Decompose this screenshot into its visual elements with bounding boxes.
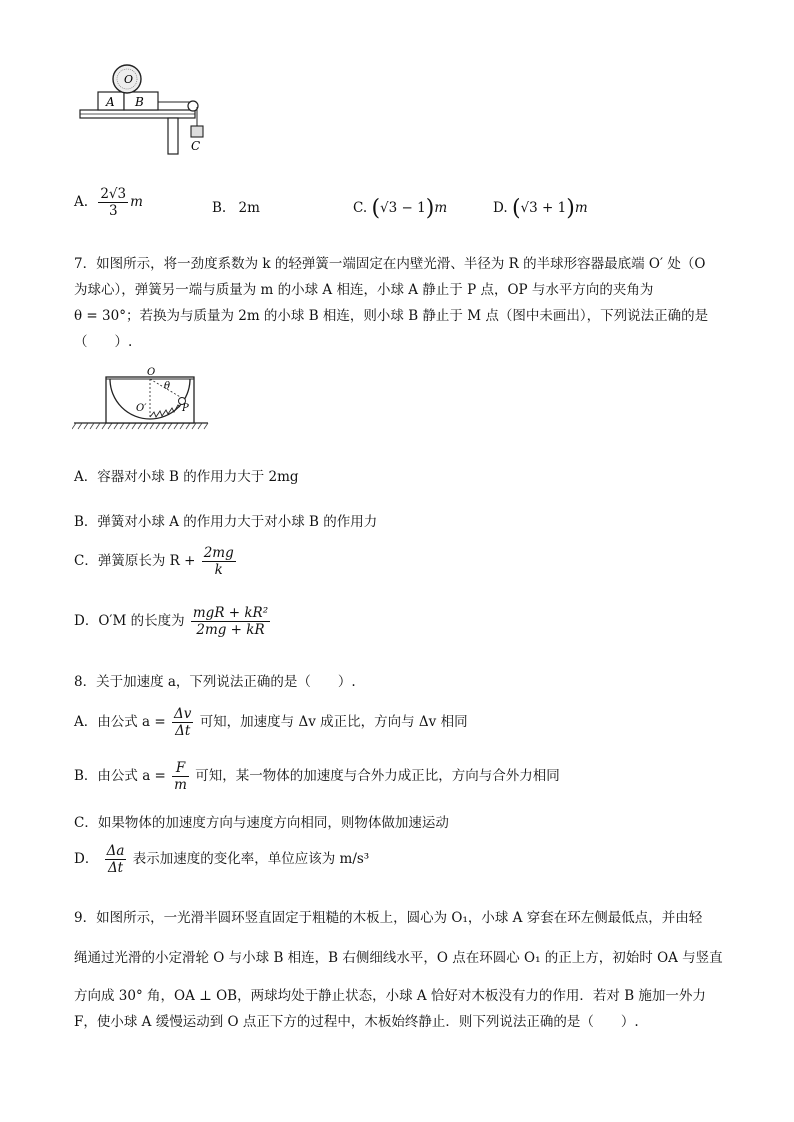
fraction bbox=[172, 706, 193, 739]
option-text: √3 − 1 bbox=[380, 200, 426, 216]
q6-figure bbox=[76, 62, 216, 157]
option-label: D. bbox=[493, 200, 508, 216]
q7-stem-line-3: θ = 30°；若换为与质量为 2m 的小球 B 相连，则小球 B 静止于 M 点（图中未画出），下列说法正确的是 bbox=[74, 308, 709, 324]
fig7-label-o-prime: O′ bbox=[136, 403, 147, 414]
option-text: 可知，加速度与 Δv 成正比，方向与 Δv 相同 bbox=[199, 714, 468, 730]
q6-option-b bbox=[212, 200, 260, 216]
fraction bbox=[202, 545, 236, 578]
fraction bbox=[98, 186, 128, 219]
q8-option-c: C．如果物体的加速度方向与速度方向相同，则物体做加速运动 bbox=[74, 815, 449, 831]
q6-option-d: D. (√3 + 1)m bbox=[493, 196, 588, 221]
q8-option-a bbox=[74, 706, 468, 739]
denominator: Δt bbox=[107, 860, 124, 876]
numerator: mgR + kR² bbox=[192, 605, 269, 621]
fig7-label-p: P bbox=[182, 403, 189, 414]
q9-stem-line-3: 方向成 30° 角，OA ⊥ OB，两球均处于静止状态，小球 A 恰好对木板没有力的作用．若对 B 施加一外力 bbox=[74, 988, 706, 1004]
q7-figure bbox=[72, 365, 212, 437]
option-text: 可知，某一物体的加速度与合外力成正比，方向与合外力相同 bbox=[195, 768, 560, 784]
q8-option-b bbox=[74, 760, 560, 793]
option-text: 表示加速度的变化率，单位应该为 m/s³ bbox=[132, 851, 370, 867]
fraction bbox=[105, 843, 127, 876]
denominator: 3 bbox=[108, 203, 118, 219]
option-text: 2m bbox=[238, 200, 260, 216]
fig6-label-c: C bbox=[191, 139, 201, 153]
denominator: Δt bbox=[175, 723, 191, 739]
denominator: m bbox=[174, 777, 187, 793]
q7-option-d bbox=[74, 605, 272, 638]
q7-stem-line-4: （ ）. bbox=[74, 334, 133, 350]
variable: m bbox=[434, 200, 448, 216]
denominator: k bbox=[214, 562, 223, 578]
q7-option-b: B．弹簧对小球 A 的作用力大于对小球 B 的作用力 bbox=[74, 514, 378, 530]
numerator: Δv bbox=[174, 706, 192, 722]
fig7-label-o: O bbox=[147, 367, 156, 378]
option-label: A. bbox=[74, 194, 89, 210]
fraction bbox=[172, 760, 189, 793]
fig6-label-b: B bbox=[135, 95, 144, 109]
option-text: D．O′M 的长度为 bbox=[74, 613, 185, 629]
option-text: B．由公式 a = bbox=[74, 768, 166, 784]
q9-stem-line-2: 绳通过光滑的小定滑轮 O 与小球 B 相连，B 右侧细线水平，O 点在环圆心 O₁ 的正上方，初始时 OA 与竖直 bbox=[74, 950, 723, 966]
numerator: F bbox=[172, 760, 189, 777]
q8-stem: 8．关于加速度 a，下列说法正确的是（ ）. bbox=[74, 674, 356, 690]
numerator: Δa bbox=[106, 843, 125, 859]
numerator: 2√3 bbox=[100, 186, 127, 202]
fraction bbox=[191, 605, 270, 638]
q7-option-c bbox=[74, 545, 238, 578]
numerator: 2mg bbox=[203, 545, 234, 561]
option-label: B. bbox=[212, 200, 227, 216]
q9-stem-line-1: 9．如图所示，一光滑半圆环竖直固定于粗糙的木板上，圆心为 O₁，小球 A 穿套在环左侧最低点，并由轻 bbox=[74, 910, 703, 926]
option-text: A．由公式 a = bbox=[74, 714, 166, 730]
q7-stem-line-2: 为球心），弹簧另一端与质量为 m 的小球 A 相连，小球 A 静止于 P 点，OP 与水平方向的夹角为 bbox=[74, 282, 654, 298]
option-text: D． bbox=[74, 851, 99, 867]
option-text: √3 + 1 bbox=[520, 200, 567, 216]
q7-stem-line-1: 7．如图所示，将一劲度系数为 k 的轻弹簧一端固定在内壁光滑、半径为 R 的半球形容器最底端 O′ 处（O bbox=[74, 256, 706, 272]
fig6-label-a: A bbox=[106, 95, 115, 109]
q6-option-a bbox=[74, 186, 143, 219]
option-label: C. bbox=[353, 200, 368, 216]
q9-stem-line-4: F，使小球 A 缓慢运动到 O 点正下方的过程中，木板始终静止．则下列说法正确的是（ ）. bbox=[74, 1014, 639, 1030]
q8-option-d bbox=[74, 843, 369, 876]
denominator: 2mg + kR bbox=[196, 622, 265, 638]
fig6-label-o: O bbox=[124, 73, 134, 86]
q7-option-a: A．容器对小球 B 的作用力大于 2mg bbox=[74, 469, 299, 485]
variable: m bbox=[574, 200, 588, 216]
fig7-label-theta: θ bbox=[164, 381, 171, 392]
option-text: C．弹簧原长为 R + bbox=[74, 553, 196, 569]
q6-option-c: C. (√3 − 1)m bbox=[353, 196, 448, 221]
variable: m bbox=[130, 194, 143, 210]
